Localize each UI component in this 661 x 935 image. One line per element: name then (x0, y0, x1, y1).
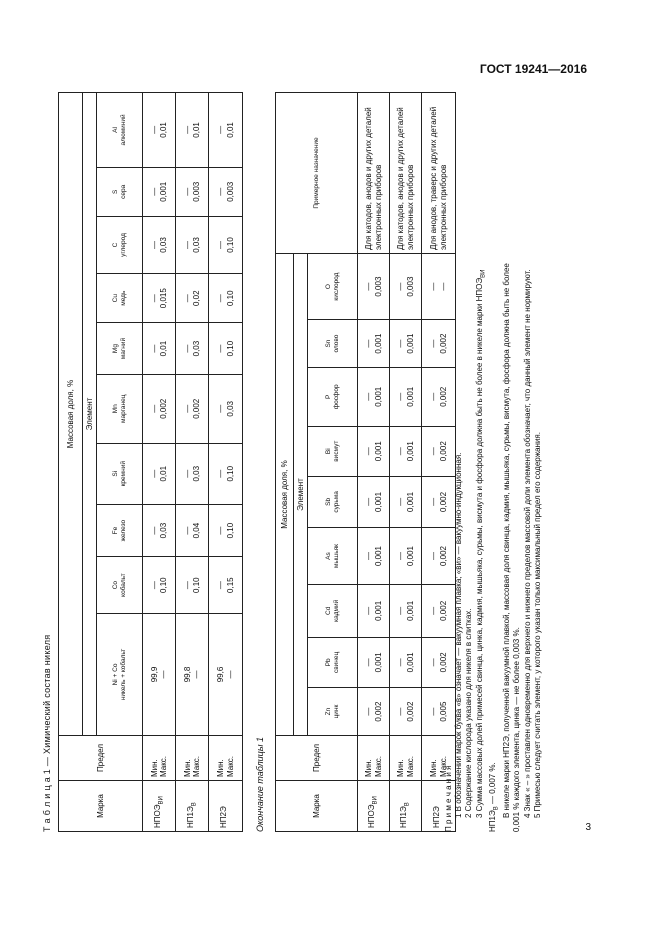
value-max: 0,03 (192, 237, 201, 253)
value-min: — (216, 344, 226, 353)
element-symbol: Cu (112, 294, 120, 303)
value-min: — (429, 707, 439, 716)
value-cell (358, 320, 390, 368)
element-symbol: Cd (325, 606, 333, 615)
value-min: — (364, 606, 374, 615)
value-min: — (182, 344, 192, 353)
value-max: — (438, 282, 448, 291)
note-3b: $НП1Э_В$ — 0,007 %. (488, 762, 500, 832)
value-min: — (364, 339, 374, 348)
value-cell (176, 504, 209, 556)
value-max: 0,002 (438, 441, 448, 462)
element-name: висмут (332, 440, 340, 462)
value-min: — (396, 707, 406, 716)
t1-col-predel: Предел (59, 736, 143, 781)
value-min: — (364, 447, 374, 456)
value-min: — (396, 497, 406, 506)
t2-col-predel: Предел (276, 736, 358, 781)
limit-min-label: Мин. (396, 759, 406, 777)
purpose-cell: Для анодов, траверс и других деталей электронных приборов (422, 93, 456, 254)
value-min: — (396, 339, 406, 348)
value-min: — (396, 282, 406, 291)
value-cell (176, 557, 209, 614)
t2-col-marka: Марка (276, 781, 358, 832)
value-max: 0,01 (159, 465, 168, 482)
element-name: кислород (332, 272, 340, 301)
value-cell (209, 93, 243, 168)
value-max: — (159, 670, 168, 679)
value-max: 0,01 (159, 340, 168, 357)
element-name: сера (119, 184, 127, 199)
value-max: 0,001 (373, 441, 383, 462)
element-symbol: Si (112, 470, 120, 477)
limit-max-label: Макс. (159, 755, 168, 777)
value-max: 0,001 (405, 652, 415, 673)
value-max: 0,002 (405, 701, 415, 722)
value-max: 0,03 (225, 400, 235, 417)
value-max: 0,001 (373, 546, 383, 567)
limit-cell (209, 736, 243, 781)
grade-cell (390, 781, 422, 832)
element-header (308, 688, 358, 736)
value-min: — (429, 658, 439, 667)
value-min: — (396, 447, 406, 456)
purpose-cell: Для катодов, анодов и других деталей электронных приборов (358, 93, 390, 254)
value-min: — (216, 581, 226, 590)
value-min: — (182, 526, 192, 535)
grade-cell (143, 781, 176, 832)
grade-subscript: В (191, 802, 198, 807)
value-cell (143, 504, 176, 556)
value-cell (143, 274, 176, 323)
value-max: 0,10 (225, 522, 235, 539)
element-header (308, 637, 358, 688)
element-name: кадмий (332, 599, 340, 622)
element-name: медь (119, 290, 127, 306)
value-max: 0,001 (405, 333, 415, 354)
value-cell (209, 375, 243, 444)
grade-subscript: ВИ (372, 796, 379, 805)
element-symbol: Sn (325, 339, 333, 348)
value-max: 0,003 (373, 276, 383, 297)
value-max: 0,02 (192, 290, 201, 306)
value-max: 0,001 (405, 386, 415, 407)
element-header (97, 93, 143, 168)
limit-min-label: Мин. (216, 759, 226, 777)
note-4: 4 Знак « – » проставлен одновременно для верхнего и нижнего пределов массовой доли элемента обозначает, что данный элемент не нормируют. (522, 269, 532, 818)
limit-min-label: Мин. (182, 759, 192, 777)
value-max: 0,03 (192, 340, 201, 357)
value-cell (390, 254, 422, 320)
value-cell (358, 254, 390, 320)
value-min: — (149, 187, 159, 196)
table2 (275, 92, 456, 832)
note-1: 1 В обозначении марок буква «в» означает — вакуумная плавка; «ви» — вакуумно-индукционная. (454, 452, 464, 818)
element-name: кобальт (119, 573, 127, 597)
element-name: сурьма (332, 491, 340, 513)
value-cell (176, 323, 209, 375)
value-min: 99,9 (149, 666, 159, 683)
value-cell (209, 167, 243, 216)
value-max: 0,001 (373, 600, 383, 621)
value-max: 0,001 (373, 333, 383, 354)
value-max: 0,001 (159, 181, 168, 202)
value-cell (358, 585, 390, 638)
grade-name: НП2Э (219, 806, 229, 828)
value-cell (143, 375, 176, 444)
value-max: — (192, 670, 201, 679)
value-min: — (429, 282, 439, 291)
value-max: 0,002 (438, 386, 448, 407)
value-cell (390, 688, 422, 736)
value-max: 0,10 (225, 290, 235, 306)
value-max: 0,003 (405, 276, 415, 297)
value-max: 0,015 (159, 288, 168, 309)
value-min: 99,8 (182, 666, 192, 683)
element-header (308, 585, 358, 638)
grade-name: НП1Э (185, 806, 195, 828)
value-min: — (149, 294, 159, 303)
value-cell (209, 557, 243, 614)
value-max: 0,04 (192, 522, 201, 539)
element-symbol: P (325, 394, 333, 399)
value-max: 0,002 (438, 600, 448, 621)
value-max: 0,03 (192, 465, 201, 482)
value-min: — (429, 339, 439, 348)
value-cell (390, 320, 422, 368)
value-min: — (149, 240, 159, 249)
value-min: — (182, 240, 192, 249)
t2-col-group: Массовая доля, % (276, 254, 294, 736)
value-min: — (429, 552, 439, 561)
value-cell (176, 167, 209, 216)
element-name: свинец (332, 651, 340, 674)
grade-cell (209, 781, 243, 832)
value-max: 0,002 (192, 398, 201, 419)
value-max: 0,03 (159, 237, 168, 253)
value-min: — (149, 469, 159, 478)
value-max: 0,002 (438, 333, 448, 354)
value-max: 0,001 (373, 386, 383, 407)
limit-min-label: Мин. (429, 759, 439, 777)
element-symbol: Fe (112, 526, 120, 535)
value-max: 0,10 (159, 577, 168, 593)
value-min: — (149, 526, 159, 535)
value-min: 99,6 (216, 666, 226, 683)
value-min: — (216, 469, 226, 478)
value-min: — (216, 526, 226, 535)
value-cell (176, 216, 209, 274)
limit-max-label: Макс. (225, 755, 235, 777)
value-cell (143, 216, 176, 274)
element-header (97, 274, 143, 323)
value-cell (143, 93, 176, 168)
value-cell (209, 323, 243, 375)
grade-subscript: ВИ (158, 796, 165, 805)
value-cell (358, 637, 390, 688)
element-header (97, 216, 143, 274)
value-min: — (149, 125, 159, 134)
element-symbol: Pb (325, 658, 333, 667)
limit-max-label: Макс. (373, 755, 383, 777)
element-symbol: S (112, 189, 120, 194)
table1-caption: Т а б л и ц а 1 — Химический состав никеля (42, 634, 52, 832)
element-header (308, 367, 358, 426)
value-min: — (429, 497, 439, 506)
element-header (308, 476, 358, 527)
limit-min-label: Мин. (149, 759, 159, 777)
element-name: фосфор (332, 384, 340, 410)
limit-max-label: Макс. (192, 755, 201, 777)
grade-cell (176, 781, 209, 832)
value-max: 0,01 (225, 122, 235, 138)
value-min: — (396, 392, 406, 401)
value-cell (143, 557, 176, 614)
note-2: 2 Содержание кислорода указано для никеля в слитках. (464, 608, 474, 818)
element-symbol: Sb (325, 497, 333, 506)
value-cell (176, 443, 209, 504)
element-header (97, 323, 143, 375)
element-name: алюминий (119, 114, 127, 146)
element-name: цинк (332, 704, 340, 719)
element-header (97, 504, 143, 556)
value-min: — (216, 187, 226, 196)
value-max: 0,10 (225, 340, 235, 357)
value-cell (143, 323, 176, 375)
value-max: 0,001 (373, 652, 383, 673)
element-name: мышьяк (332, 543, 340, 569)
element-name: никель + кобальт (119, 648, 127, 701)
value-min: — (364, 497, 374, 506)
element-header (97, 613, 143, 735)
value-cell (209, 504, 243, 556)
element-header (308, 426, 358, 476)
value-min: — (216, 125, 226, 134)
value-cell (390, 637, 422, 688)
grade-name: НП1Э (399, 806, 409, 828)
value-cell (358, 688, 390, 736)
value-min: — (396, 552, 406, 561)
element-name: железо (119, 519, 127, 542)
grade-cell (358, 781, 390, 832)
value-cell (143, 443, 176, 504)
value-max: 0,10 (225, 465, 235, 482)
element-symbol: Al (112, 127, 120, 133)
element-symbol: Bi (325, 448, 333, 455)
element-header (308, 320, 358, 368)
value-cell (390, 426, 422, 476)
grade-name: НПОЭ (152, 804, 162, 828)
value-min: — (396, 658, 406, 667)
element-header (97, 167, 143, 216)
limit-cell (143, 736, 176, 781)
element-symbol: Ni + Co (112, 663, 120, 686)
value-max: 0,002 (373, 701, 383, 722)
value-cell (209, 216, 243, 274)
element-name: марганец (119, 394, 127, 424)
grade-name: НПОЭ (367, 804, 377, 828)
value-max: 0,001 (405, 491, 415, 512)
element-header (97, 375, 143, 444)
value-min: — (364, 552, 374, 561)
element-symbol: O (325, 284, 333, 290)
value-max: 0,005 (438, 701, 448, 722)
value-max: 0,01 (159, 122, 168, 138)
value-min: — (182, 125, 192, 134)
value-cell (358, 476, 390, 527)
limit-min-label: Мин. (364, 759, 374, 777)
value-max: 0,002 (438, 491, 448, 512)
value-min: — (182, 294, 192, 303)
value-max: — (225, 670, 235, 679)
element-symbol: Mn (112, 404, 120, 414)
element-symbol: Mg (112, 344, 120, 354)
limit-cell (390, 736, 422, 781)
value-cell (176, 613, 209, 735)
value-max: 0,001 (405, 441, 415, 462)
standard-header: ГОСТ 19241—2016 (479, 62, 587, 76)
value-min: — (149, 344, 159, 353)
t1-col-group: Массовая доля, % (59, 93, 83, 736)
value-min: — (216, 294, 226, 303)
value-cell (358, 367, 390, 426)
value-max: 0,003 (225, 181, 235, 202)
value-max: 0,002 (159, 398, 168, 419)
note-3a: 3 Сумма массовых долей примесей свинца, цинка, кадмия, мышьяка, сурьмы, висмута и фосфора должна быть не более в никеле марки $НПОЭ_{ВИ}$ (474, 269, 487, 818)
table1 (58, 92, 243, 832)
element-name: углерод (119, 233, 127, 257)
value-min: — (429, 606, 439, 615)
element-header (97, 557, 143, 614)
value-min: — (182, 404, 192, 413)
value-cell (209, 443, 243, 504)
value-min: — (149, 581, 159, 590)
value-max: 0,10 (192, 577, 201, 593)
value-min: — (429, 447, 439, 456)
table2-block (255, 92, 456, 832)
value-min: — (182, 581, 192, 590)
value-min: — (429, 392, 439, 401)
purpose-cell: Для катодов, анодов и других деталей электронных приборов (390, 93, 422, 254)
value-cell (209, 274, 243, 323)
element-symbol: C (112, 242, 120, 248)
element-header (97, 443, 143, 504)
value-max: 0,002 (438, 652, 448, 673)
value-max: 0,003 (192, 181, 201, 202)
limit-max-label: Макс. (438, 755, 448, 777)
value-cell (390, 476, 422, 527)
value-min: — (364, 392, 374, 401)
value-min: — (364, 282, 374, 291)
value-cell (209, 613, 243, 735)
value-min: — (364, 707, 374, 716)
table2-caption: Окончание таблицы 1 (255, 737, 265, 832)
element-name: магний (119, 337, 127, 360)
value-max: 0,15 (225, 577, 235, 593)
notes-title: П р и м е ч а н и я (444, 765, 453, 832)
value-cell (390, 585, 422, 638)
limit-cell (358, 736, 390, 781)
limit-cell (176, 736, 209, 781)
t1-col-marka: Марка (59, 781, 143, 832)
element-name: кремний (119, 461, 127, 487)
note-3d: 0,001 % каждого элемента, цинка — не более 0,003 %. (512, 627, 522, 832)
table1-block (42, 92, 243, 832)
value-min: — (216, 240, 226, 249)
element-symbol: Zn (325, 707, 333, 716)
element-symbol: As (325, 552, 333, 560)
value-min: — (149, 404, 159, 413)
value-min: — (182, 469, 192, 478)
note-3c: В никеле марки НП2Э, полученной вакуумной плавкой, массовая доля свинца, кадмия, мышьяка, сурьмы, висмута, фосфора должна быть не более (502, 263, 512, 818)
value-cell (143, 613, 176, 735)
value-max: 0,01 (192, 122, 201, 138)
value-cell (176, 93, 209, 168)
element-header (308, 254, 358, 320)
notes-block (444, 92, 543, 832)
value-min: — (396, 606, 406, 615)
t1-col-element: Элемент (83, 93, 97, 736)
value-max: 0,001 (405, 546, 415, 567)
value-max: 0,03 (159, 522, 168, 539)
value-max: 0,001 (405, 600, 415, 621)
value-cell (176, 274, 209, 323)
grade-name: НП2Э (432, 806, 442, 828)
page-number: 3 (585, 822, 591, 833)
value-cell (390, 528, 422, 585)
element-symbol: Co (112, 580, 120, 590)
value-min: — (182, 187, 192, 196)
t2-col-element: Элемент (294, 254, 308, 736)
element-header (308, 528, 358, 585)
grade-subscript: В (404, 802, 411, 807)
value-max: 0,001 (373, 491, 383, 512)
value-cell (390, 367, 422, 426)
note-5: 5 Примесью следует считать элемент, у которого указан только максимальный предел его содержания. (532, 432, 542, 818)
limit-max-label: Макс. (405, 755, 415, 777)
value-min: — (216, 404, 226, 413)
value-cell (358, 528, 390, 585)
t2-col-purpose: Примерное назначение (276, 93, 358, 254)
value-cell (358, 426, 390, 476)
value-min: — (364, 658, 374, 667)
value-cell (176, 375, 209, 444)
value-max: 0,10 (225, 237, 235, 253)
value-cell (143, 167, 176, 216)
value-max: 0,002 (438, 546, 448, 567)
element-name: олово (332, 334, 340, 353)
